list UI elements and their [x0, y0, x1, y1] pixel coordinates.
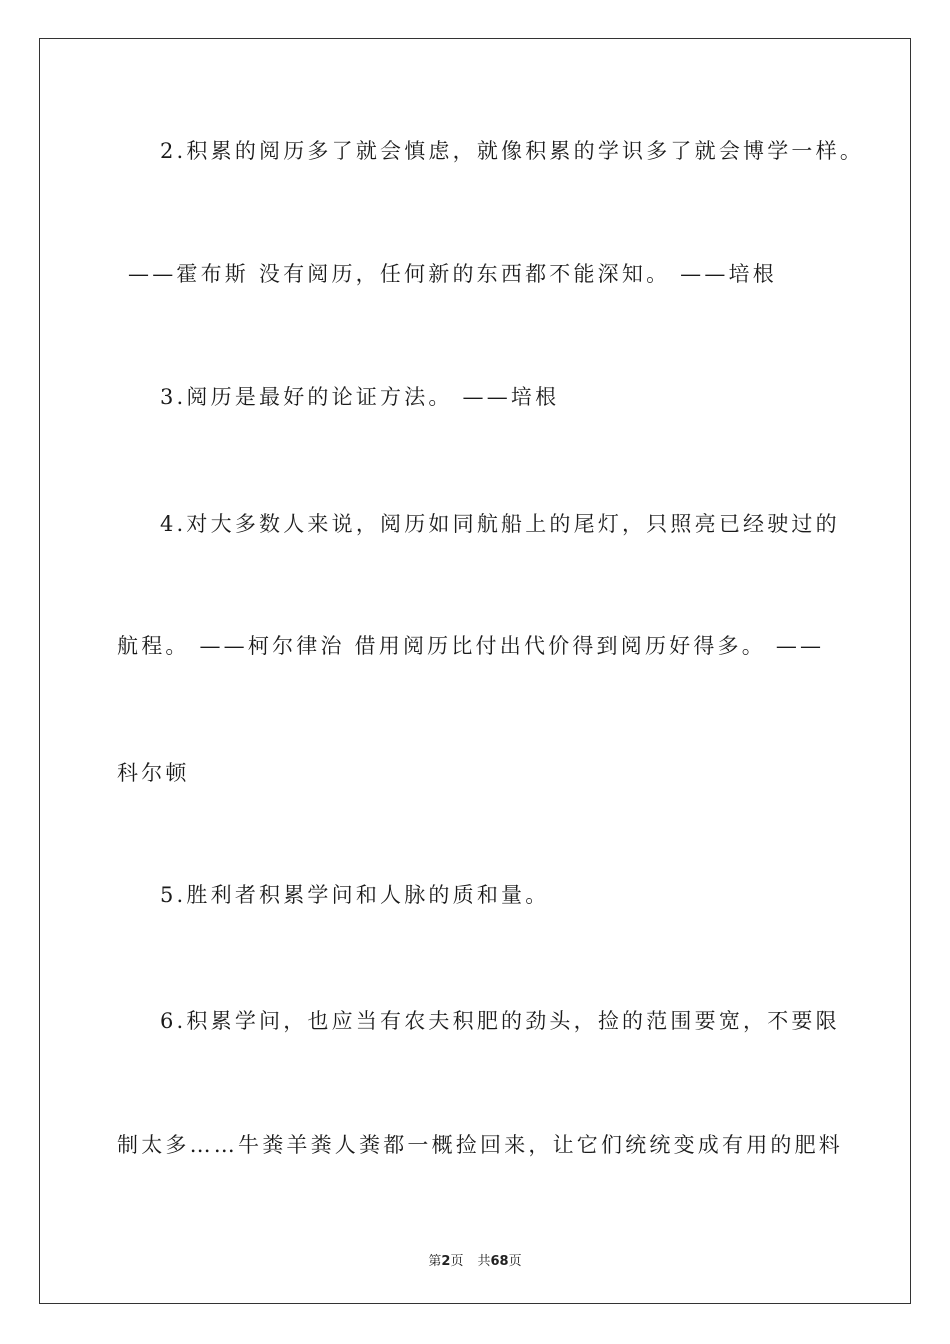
total-pages: 68	[490, 1254, 509, 1269]
page-prefix: 第	[428, 1254, 442, 1269]
text-line-1: 2.积累的阅历多了就会慎虑，就像积累的学识多了就会博学一样。	[160, 139, 865, 163]
text-line-3: 3.阅历是最好的论证方法。 ——培根	[160, 385, 560, 409]
page-footer	[0, 1250, 950, 1269]
total-prefix: 共	[477, 1254, 491, 1269]
text-line-6: 科尔顿	[117, 761, 190, 785]
text-line-2: ——霍布斯 没有阅历，任何新的东西都不能深知。 ——培根	[128, 262, 777, 286]
text-line-5: 航程。 ——柯尔律治 借用阅历比付出代价得到阅历好得多。 ——	[117, 634, 825, 658]
page-number: 2	[441, 1254, 451, 1269]
text-line-8: 6.积累学问，也应当有农夫积肥的劲头，捡的范围要宽，不要限	[160, 1009, 840, 1033]
text-line-9: 制太多……牛粪羊粪人粪都一概捡回来，让它们统统变成有用的肥料	[117, 1133, 843, 1157]
page-suffix: 页	[450, 1254, 464, 1269]
text-line-7: 5.胜利者积累学问和人脉的质和量。	[160, 883, 550, 907]
page-border	[39, 38, 911, 1304]
total-suffix: 页	[508, 1254, 522, 1269]
text-line-4: 4.对大多数人来说，阅历如同航船上的尾灯，只照亮已经驶过的	[160, 512, 840, 536]
